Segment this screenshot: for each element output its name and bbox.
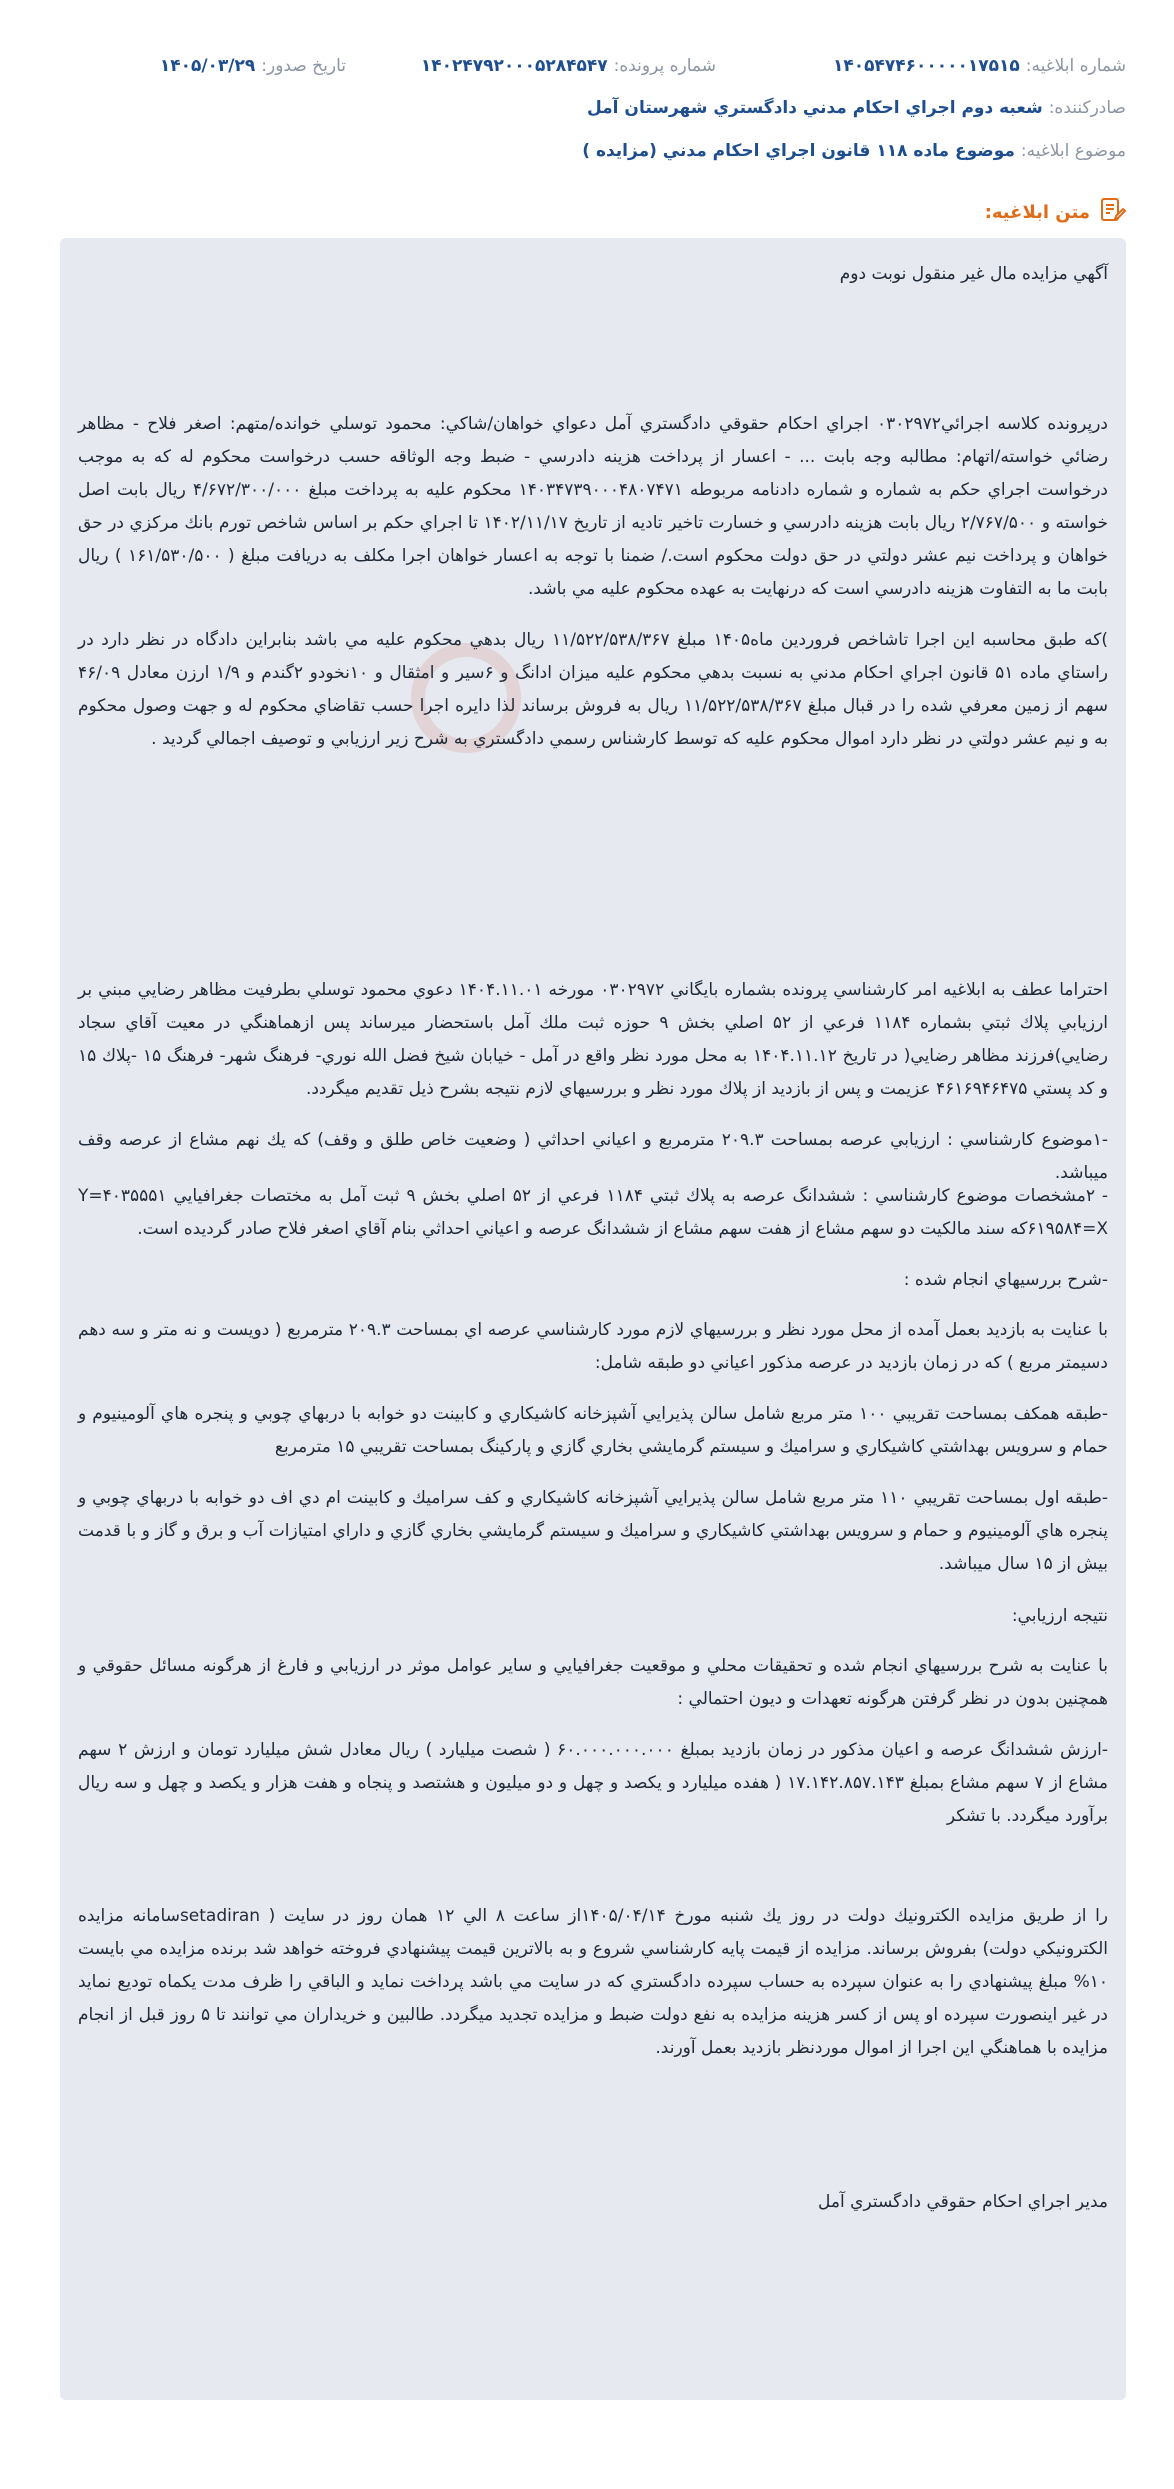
- signature-line: مدير اجراي احكام حقوقي دادگستري آمل: [818, 2192, 1108, 2212]
- file-number-value: ۱۴۰۲۴۷۹۲۰۰۰۵۲۸۴۵۴۷: [420, 56, 608, 76]
- subject-value: موضوع ماده ۱۱۸ قانون اجراي احكام مدني (مزايده ): [582, 141, 1015, 161]
- issuer-value: شعبه دوم اجراي احكام مدني دادگستري شهرستان آمل: [586, 98, 1043, 118]
- notice-body-panel: [60, 238, 1126, 2400]
- notice-number: [716, 56, 1126, 76]
- notice-heading: آگهي مزايده مال غير منقول نوبت دوم: [839, 264, 1108, 284]
- file-number-label: شماره پرونده:: [613, 56, 716, 76]
- paragraph-expert-intro: احتراما عطف به ابلاغيه امر كارشناسي پرونده بشماره بايگاني ۰۳۰۲۹۷۲ مورخه ۱۴۰۴.۱۱.۰۱ دعوي محمود توسلي بطرفيت مظاهر رضايي مبني بر ارزيابي پلاك ثبتي بشماره ۱۱۸۴ فرعي از ۵۲ اصلي بخش ۹ حوزه ثبت ملك آمل باستحضار ميرساند پس ازهماهنگي در معيت آقاي سجاد رضايي)فرزند مظاهر رضايي( در تاريخ ۱۴۰۴.۱۱.۱۲ به محل مورد نظر واقع در آمل - خيابان شيخ فضل الله نوري- فرهنگ شهر- فرهنگ ۱۵ -پلاك ۱۵ و كد پستي ۴۶۱۶۹۴۶۴۷۵ عزيمت و پس از بازديد از پلاك مورد نظر و بررسيهاي لازم نتيجه بشرح ذيل تقديم ميگردد.: [78, 980, 1108, 1099]
- issue-date: [160, 56, 346, 76]
- notice-meta-row: [48, 56, 1126, 76]
- notice-text-title: متن ابلاغیه:: [984, 202, 1090, 223]
- paragraph-case-intro: درپرونده كلاسه اجرائي۰۳۰۲۹۷۲ اجراي احكام حقوقي دادگستري آمل دعواي خواهان/شاكي: محمود توسلي خوانده/متهم: اصغر فلاح - مظاهر رضائي خواسته/اتهام: مطالبه وجه بابت ... - اعسار از پرداخت هزينه دادرسي - ضبط وجه الوثاقه حسب درخواست محكوم له كه به موجب درخواست اجراي حكم به شماره و شماره دادنامه مربوطه ۱۴۰۳۴۷۳۹۰۰۰۴۸۰۷۴۷۱ محكوم عليه به پرداخت مبلغ ۴/۶۷۲/۳۰۰/۰۰۰ ريال بابت اصل خواسته و ۲/۷۶۷/۵۰۰ ريال بابت هزينه دادرسي و خسارت تاخير تاديه از تاريخ ۱۴۰۲/۱۱/۱۷ تا اجراي حكم بر اساس شاخص تورم بانك مركزي در حق خواهان و پرداخت نيم عشر دولتي در حق دولت محكوم است./ ضمنا با توجه به اعسار خواهان اجرا مكلف به دريافت مبلغ ( ۱۶۱/۵۳۰/۵۰۰ ) ريال بابت ما به التفاوت هزينه دادرسي است كه درنهايت به عهده محكوم عليه مي باشد.: [78, 414, 1108, 599]
- subject-label: موضوع ابلاغیه:: [1020, 141, 1126, 161]
- notice-number-label: شماره ابلاغیه:: [1025, 56, 1126, 76]
- paragraph-site-visit: با عنايت به بازديد بعمل آمده از محل مورد نظر و بررسيهاي لازم مورد كارشناسي عرصه اي بمساحت ۲۰۹.۳ مترمربع ( دويست و نه متر و سه دهم دسيمتر مربع ) كه در زمان بازديد در عرصه مذكور اعياني دو طبقه شامل:: [78, 1320, 1109, 1373]
- paragraph-subject: -۱موضوع كارشناسي : ارزيابي عرصه بمساحت ۲۰۹.۳ مترمربع و اعياني احداثي ( وضعيت خاص طلق و وقف) كه يك نهم مشاع از عرصه وقف ميباشد.: [78, 1130, 1109, 1183]
- notice-text-heading: [985, 196, 1126, 229]
- issue-date-value: ۱۴۰۵/۰۳/۲۹: [159, 56, 256, 76]
- notice-number-value: ۱۴۰۵۴۷۴۶۰۰۰۰۰۱۷۵۱۵: [832, 56, 1020, 76]
- document-edit-icon: [1098, 196, 1126, 229]
- file-number: [346, 56, 716, 76]
- paragraph-result-title: نتيجه ارزيابي:: [1011, 1606, 1108, 1626]
- paragraph-result-basis: با عنايت به شرح بررسيهاي انجام شده و تحقيقات محلي و موقعيت جغرافيايي و ساير عوامل موثر در ارزيابي و فارغ از هرگونه مسائل حقوقي و همچنين بدون در نظر گرفتن هرگونه تعهدات و ديون احتمالي :: [78, 1656, 1108, 1709]
- paragraph-review-title: -شرح بررسيهاي انجام شده :: [903, 1270, 1108, 1290]
- paragraph-first-floor: -طبقه اول بمساحت تقريبي ۱۱۰ متر مربع شامل سالن پذيرايي آشپزخانه كاشيكاري و كف سراميك و كابينت ام دي اف دو خوابه با دربهاي چوبي و پنجره هاي آلومينيوم و حمام و سرويس بهداشتي كاشيكاري و سراميك و سيستم گرمايشي بخاري گازي و داراي امتيازات آب و برق و گاز و با قدمت بيش از ۱۵ سال ميباشد.: [78, 1488, 1108, 1574]
- issuer-row: [48, 98, 1126, 118]
- issue-date-label: تاریخ صدور:: [261, 56, 346, 76]
- paragraph-ground-floor: -طبقه همكف بمساحت تقريبي ۱۰۰ متر مربع شامل سالن پذيرايي آشپزخانه كاشيكاري و كابينت دو خوابه با دربهاي چوبي و پنجره هاي آلومينيوم و حمام و سرويس بهداشتي كاشيكاري و سراميك و سيستم گرمايشي بخاري گازي و پاركينگ بمساحت تقريبي ۱۵ مترمربع: [78, 1404, 1108, 1457]
- subject-row: [48, 141, 1126, 161]
- issuer-label: صادرکننده:: [1048, 98, 1126, 118]
- paragraph-auction-terms: را از طريق مزايده الكترونيك دولت در روز يك شنبه مورخ ۱۴۰۵/۰۴/۱۴از ساعت ۸ الي ۱۲ همان روز در سايت ( setadiranسامانه مزايده الكترونيكي دولت) بفروش برساند. مزايده از قيمت پايه كارشناسي شروع و به بالاترين قيمت پيشنهادي فروخته خواهد شد برنده مزايده مي بايست ۱۰% مبلغ پيشنهادي را به عنوان سپرده به حساب سپرده دادگستري كه در سايت مي باشد پرداخت نمايد و الباقي را ظرف مدت يكماه توديع نمايد در غير اينصورت سپرده او پس از كسر هزينه مزايده به نفع دولت ضبط و مزايده تجديد ميگردد. طالبين و خريداران مي توانند تا ۵ روز قبل از انجام مزايده با هماهنگي اين اجرا از اموال موردنظر بازديد بعمل آورند.: [78, 1906, 1109, 2058]
- paragraph-debt-calculation: )كه طبق محاسبه اين اجرا تاشاخص فروردين ماه۱۴۰۵ مبلغ ۱۱/۵۲۲/۵۳۸/۳۶۷ ريال بدهي محكوم عليه مي باشد بنابراين دادگاه در نظر دارد در راستاي ماده ۵۱ قانون اجراي احكام مدني به نسبت بدهي محكوم عليه ميزان ادانگ و ۶سير و امثقال و ۱۰نخودو ۲گندم و ۱/۹ ارزن معادل ۴۶/۰۹ سهم از زمين معرفي شده را در قبال مبلغ ۱۱/۵۲۲/۵۳۸/۳۶۷ ريال به فروش برساند لذا دايره اجرا حسب تقاضاي محكوم له و جهت وصول محكوم به و نيم عشر دولتي در نظر دارد اموال محكوم عليه كه توسط كارشناس رسمي دادگستري به شرح زير ارزيابي و توصيف اجمالي گرديد .: [78, 630, 1108, 749]
- paragraph-valuation: -ارزش ششدانگ عرصه و اعيان مذكور در زمان بازديد بمبلغ ۶۰.۰۰۰.۰۰۰.۰۰۰ ( شصت ميليارد ) ريال معادل شش ميليارد تومان و ارزش ۲ سهم مشاع از ۷ سهم مشاع بمبلغ ۱۷.۱۴۲.۸۵۷.۱۴۳ ( هفده ميليارد و يكصد و چهل و دو ميليون و هشتصد و پنجاه و هفت هزار و يكصد و چهل و سه ريال برآورد ميگردد. با تشكر: [78, 1740, 1108, 1826]
- paragraph-specs: - ۲مشخصات موضوع كارشناسي : ششدانگ عرصه به پلاك ثبتي ۱۱۸۴ فرعي از ۵۲ اصلي بخش ۹ ثبت آمل به مختصات جغرافيايي Y=۴۰۳۵۵۵۱ ۶۱۹۵۸۴=Xكه سند مالكيت دو سهم مشاع از هفت سهم مشاع از ششدانگ عرصه و اعياني احداثي بنام آقاي اصغر فلاح صادر گرديده است.: [78, 1186, 1109, 1239]
